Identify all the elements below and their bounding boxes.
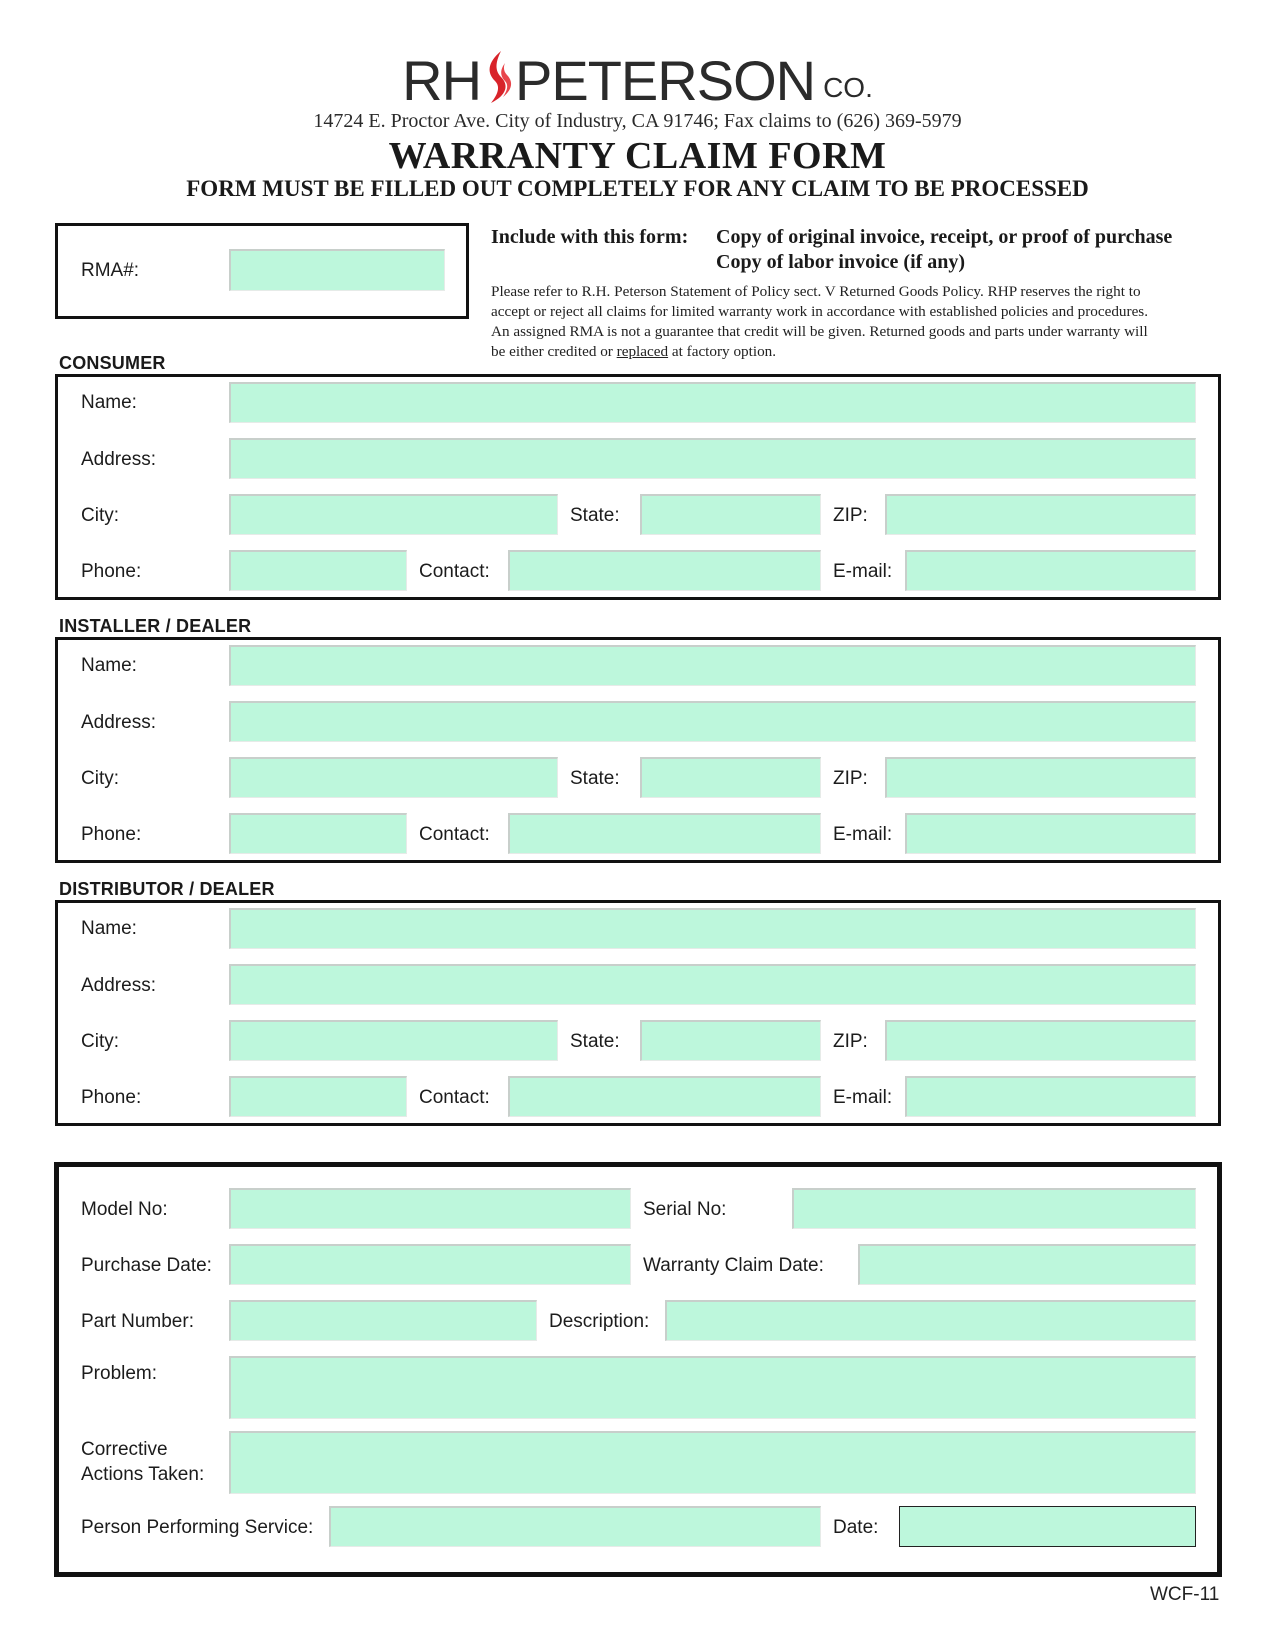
installer-name-input[interactable] <box>229 645 1196 686</box>
person-performing-service-input[interactable] <box>329 1506 821 1547</box>
replaced-underlined: replaced <box>616 343 669 360</box>
rma-label: RMA#: <box>81 260 140 281</box>
consumer-state-input[interactable] <box>640 494 821 535</box>
installer-city-label: City: <box>81 768 119 789</box>
installer-state-label: State: <box>570 768 620 789</box>
distributor-contact-input[interactable] <box>508 1076 821 1117</box>
consumer-phone-input[interactable] <box>229 550 407 591</box>
distributor-name-input[interactable] <box>229 908 1196 949</box>
warranty-claim-date-label: Warranty Claim Date: <box>643 1255 824 1276</box>
flame-icon <box>483 49 513 112</box>
installer-email-input[interactable] <box>905 813 1196 854</box>
include-item-labor: Copy of labor invoice (if any) <box>716 251 966 273</box>
distributor-address-label: Address: <box>81 975 156 996</box>
logo-text-rh: RH <box>402 49 482 112</box>
distributor-state-label: State: <box>570 1031 620 1052</box>
policy-text <box>491 282 1148 362</box>
consumer-phone-label: Phone: <box>81 561 142 582</box>
policy-line: An assigned RMA is not a guarantee that credit will be given. Returned goods and parts under warranty will <box>491 323 1148 340</box>
service-date-label: Date: <box>833 1517 879 1538</box>
installer-contact-label: Contact: <box>419 824 490 845</box>
consumer-contact-input[interactable] <box>508 550 821 591</box>
distributor-state-input[interactable] <box>640 1020 821 1061</box>
purchase-date-input[interactable] <box>229 1244 631 1285</box>
distributor-email-input[interactable] <box>905 1076 1196 1117</box>
distributor-phone-label: Phone: <box>81 1087 142 1108</box>
part-number-label: Part Number: <box>81 1311 194 1332</box>
installer-state-input[interactable] <box>640 757 821 798</box>
installer-phone-label: Phone: <box>81 824 142 845</box>
distributor-name-label: Name: <box>81 918 137 939</box>
distributor-city-input[interactable] <box>229 1020 558 1061</box>
distributor-city-label: City: <box>81 1031 119 1052</box>
rma-input[interactable] <box>229 249 445 291</box>
model-no-input[interactable] <box>229 1188 631 1229</box>
consumer-state-label: State: <box>570 505 620 526</box>
include-label: Include with this form: <box>491 226 689 248</box>
policy-line: accept or reject all claims for limited warranty work in accordance with established policies and procedures. <box>491 303 1149 320</box>
corrective-actions-input[interactable] <box>229 1431 1196 1494</box>
distributor-zip-input[interactable] <box>885 1020 1196 1061</box>
installer-phone-input[interactable] <box>229 813 407 854</box>
form-title: WARRANTY CLAIM FORM <box>388 135 887 177</box>
consumer-name-label: Name: <box>81 392 137 413</box>
company-logo <box>0 48 1275 113</box>
consumer-email-label: E-mail: <box>833 561 893 582</box>
person-performing-service-label: Person Performing Service: <box>81 1517 314 1538</box>
consumer-city-input[interactable] <box>229 494 558 535</box>
consumer-name-input[interactable] <box>229 382 1196 423</box>
problem-label: Problem: <box>81 1363 158 1384</box>
installer-address-input[interactable] <box>229 701 1196 742</box>
problem-input[interactable] <box>229 1356 1196 1419</box>
section-title-installer: INSTALLER / DEALER <box>59 616 252 636</box>
warranty-claim-date-input[interactable] <box>858 1244 1196 1285</box>
policy-line: be either credited or replaced at factory option. <box>491 343 777 360</box>
installer-zip-input[interactable] <box>885 757 1196 798</box>
logo-text-peterson: PETERSON <box>515 49 816 112</box>
distributor-address-input[interactable] <box>229 964 1196 1005</box>
section-title-distributor: DISTRIBUTOR / DEALER <box>59 879 275 899</box>
consumer-zip-label: ZIP: <box>833 505 868 526</box>
description-input[interactable] <box>665 1300 1196 1341</box>
installer-name-label: Name: <box>81 655 137 676</box>
form-code: WCF-11 <box>1150 1584 1220 1605</box>
consumer-city-label: City: <box>81 505 119 526</box>
policy-line: Please refer to R.H. Peterson Statement of Policy sect. V Returned Goods Policy. RHP reserves the right to <box>491 283 1141 300</box>
company-address: 14724 E. Proctor Ave. City of Industry, CA 91746; Fax claims to (626) 369-5979 <box>313 110 962 132</box>
section-title-consumer: CONSUMER <box>59 353 166 373</box>
corrective-actions-label: Corrective Actions Taken: <box>81 1439 205 1485</box>
consumer-address-label: Address: <box>81 449 156 470</box>
installer-zip-label: ZIP: <box>833 768 868 789</box>
purchase-date-label: Purchase Date: <box>81 1255 212 1276</box>
installer-contact-input[interactable] <box>508 813 821 854</box>
installer-email-label: E-mail: <box>833 824 893 845</box>
part-number-input[interactable] <box>229 1300 537 1341</box>
logo-text-co: CO. <box>823 71 873 103</box>
description-label: Description: <box>549 1311 650 1332</box>
distributor-zip-label: ZIP: <box>833 1031 868 1052</box>
service-date-input[interactable] <box>899 1506 1196 1547</box>
consumer-zip-input[interactable] <box>885 494 1196 535</box>
serial-no-input[interactable] <box>792 1188 1196 1229</box>
installer-address-label: Address: <box>81 712 156 733</box>
form-subtitle: FORM MUST BE FILLED OUT COMPLETELY FOR ANY CLAIM TO BE PROCESSED <box>186 176 1089 201</box>
model-no-label: Model No: <box>81 1199 168 1220</box>
serial-no-label: Serial No: <box>643 1199 727 1220</box>
consumer-address-input[interactable] <box>229 438 1196 479</box>
consumer-email-input[interactable] <box>905 550 1196 591</box>
consumer-contact-label: Contact: <box>419 561 490 582</box>
distributor-email-label: E-mail: <box>833 1087 893 1108</box>
distributor-phone-input[interactable] <box>229 1076 407 1117</box>
include-item-invoice: Copy of original invoice, receipt, or proof of purchase <box>716 226 1173 248</box>
distributor-contact-label: Contact: <box>419 1087 490 1108</box>
installer-city-input[interactable] <box>229 757 558 798</box>
